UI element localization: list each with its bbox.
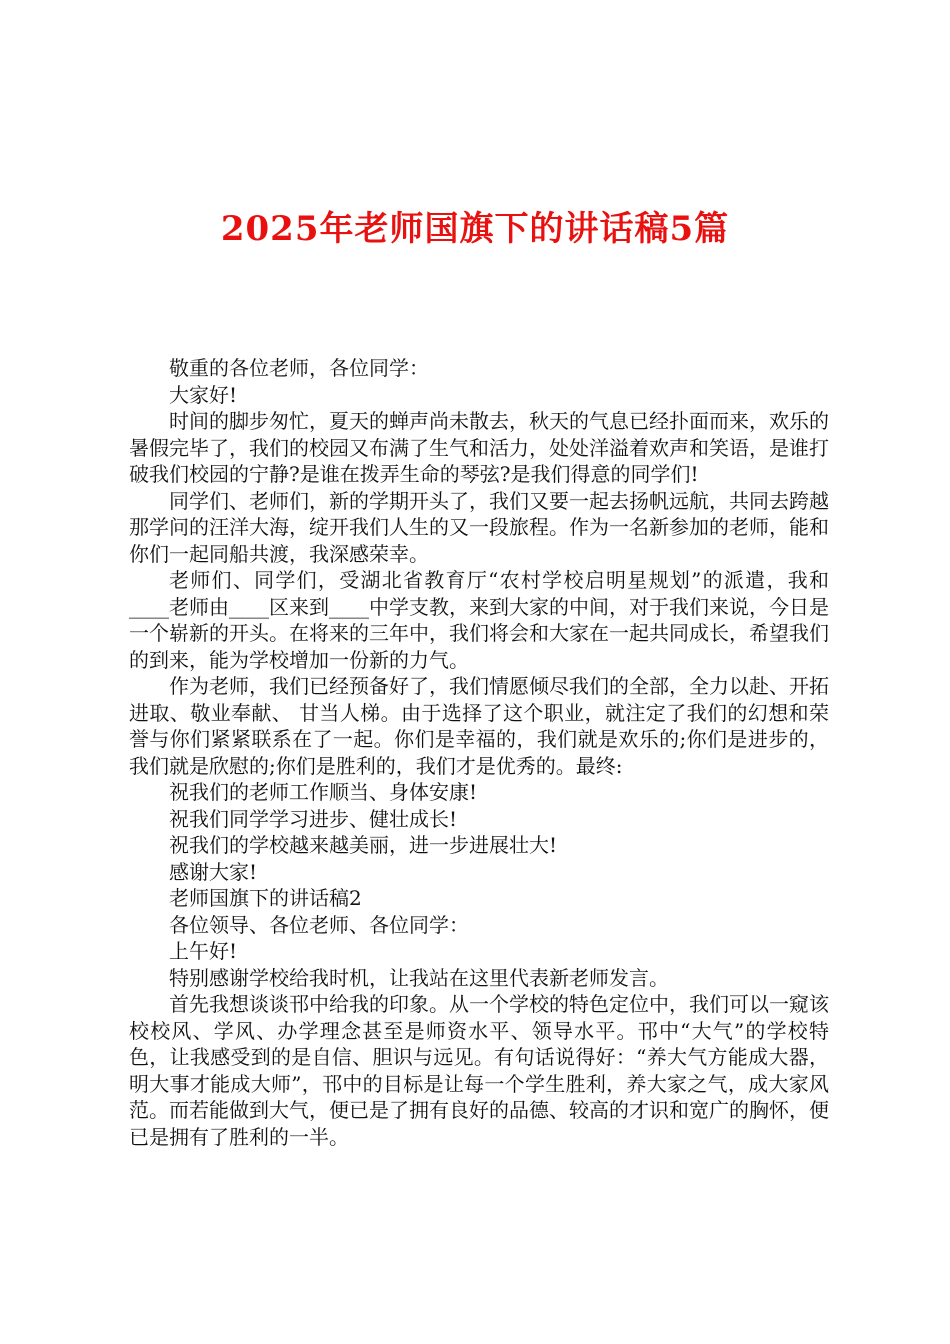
paragraph: 各位领导、各位老师、各位同学： — [169, 912, 469, 937]
paragraph: 祝我们的学校越来越美丽，进一步进展壮大! — [169, 833, 558, 857]
paragraph: 时间的脚步匆忙，夏天的蝉声尚未散去，秋天的气息已经扑面而来，欢乐的暑假完毕了，我们的校园又布满了生气和活力，处处洋溢着欢声和笑语，是谁打破我们校园的宁静?是谁在拨弄生命的琴弦?是我们得意的同学们! — [129, 409, 829, 486]
paragraph: 首先我想谈谈邗中给我的印象。从一个学校的特色定位中，我们可以一窥该校校风、学风、办学理念甚至是师资水平、领导水平。邗中“大气”的学校特色，让我感受到的是自信、胆识与远见。有句话说得好：“养大气方能成大器，明大事才能成大师”，邗中的目标是让每一个学生胜利，养大家之气，成大家风范。而若能做到大气，便已是了拥有良好的品德、较高的才识和宽广的胸怀，便已是拥有了胜利的一半。 — [129, 992, 829, 1149]
paragraph: 同学们、老师们，新的学期开头了，我们又要一起去扬帆远航，共同去跨越那学问的汪洋大海，绽开我们人生的又一段旅程。作为一名新参加的老师，能和你们一起同船共渡，我深感荣幸。 — [129, 488, 829, 566]
paragraph: 感谢大家! — [169, 859, 258, 884]
paragraph: 祝我们的老师工作顺当、身体安康! — [169, 780, 478, 804]
paragraph: 上午好! — [169, 939, 238, 963]
paragraph: 作为老师，我们已经预备好了，我们情愿倾尽我们的全部，全力以赴、开拓进取、敬业奉献、 甘当人梯。由于选择了这个职业，就注定了我们的幻想和荣誉与你们紧紧联系在了一起。你们是幸福的，我们就是欢乐的;你们是进步的，我们就是欣慰的;你们是胜利的，我们才是优秀的。最终: — [129, 674, 829, 778]
paragraph: 敬重的各位老师，各位同学： — [169, 356, 429, 380]
paragraph: 祝我们同学学习进步、健壮成长! — [169, 806, 458, 831]
paragraph: 大家好! — [169, 382, 238, 407]
section-heading: 老师国旗下的讲话稿2 — [169, 886, 362, 910]
document-title: 2025年老师国旗下的讲话稿5篇 — [220, 209, 730, 249]
document-body — [129, 355, 829, 1150]
paragraph: 老师们、同学们，受湖北省教育厅“农村学校启明星规划”的派遣，我和____老师由____区来到____中学支教，来到大家的中间，对于我们来说，今日是一个崭新的开头。在将来的三年中，我们将会和大家在一起共同成长，希望我们的到来，能为学校增加一份新的力气。 — [129, 568, 829, 672]
paragraph: 特别感谢学校给我时机，让我站在这里代表新老师发言。 — [169, 965, 669, 990]
